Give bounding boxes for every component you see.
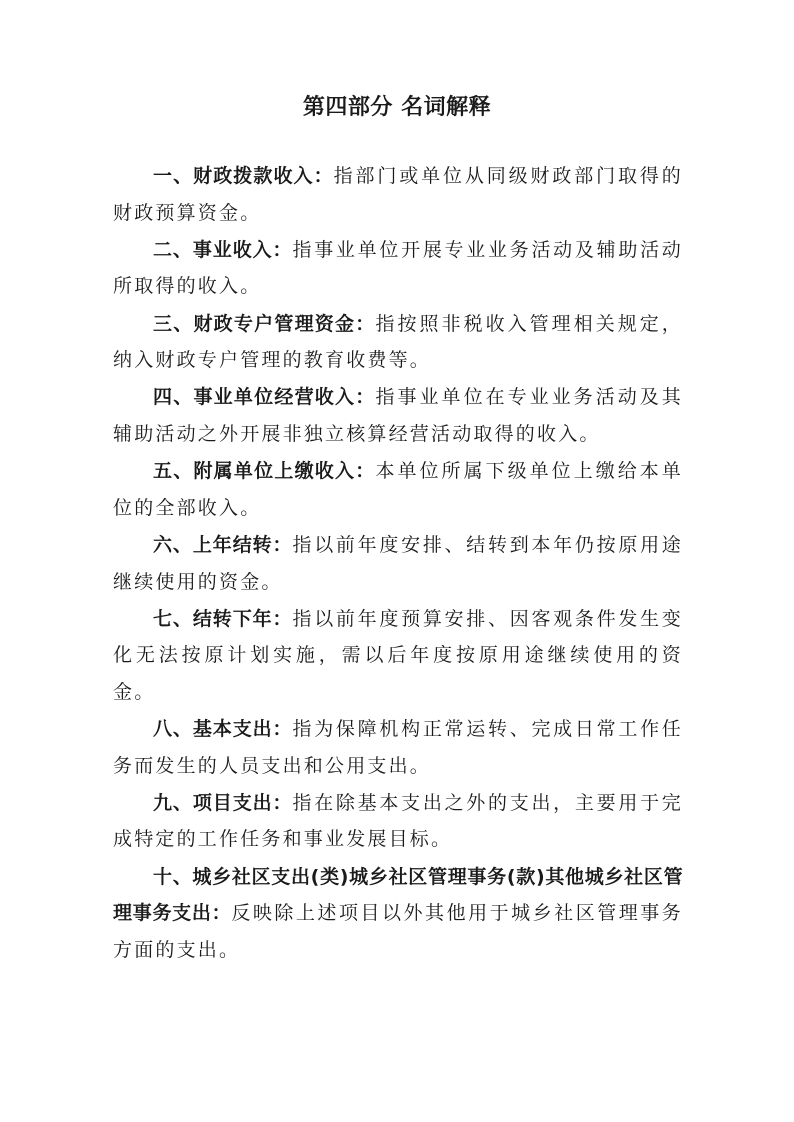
definition-text: 指事业单位开展专业业务活动及辅助活动所取得的收入。 — [113, 238, 683, 298]
definition-text: 指在除基本支出之外的支出，主要用于完成特定的工作任务和事业发展目标。 — [113, 791, 683, 851]
definition-entry — [113, 711, 683, 784]
definition-term: 二、事业收入： — [153, 238, 293, 261]
definition-text: 反映除上述项目以外其他用于城乡社区管理事务方面的支出。 — [113, 902, 683, 961]
definition-entry — [113, 601, 683, 711]
definition-text: 指为保障机构正常运转、完成日常工作任务而发生的人员支出和公用支出。 — [113, 718, 683, 777]
definition-term: 三、财政专户管理资金： — [153, 312, 376, 335]
definition-term: 五、附属单位上缴收入： — [153, 460, 376, 483]
definition-entry — [113, 785, 683, 858]
definition-entry — [113, 306, 683, 379]
definition-text: 指以前年度安排、结转到本年仍按原用途继续使用的资金。 — [113, 533, 683, 593]
definition-term: 一、财政拨款收入： — [153, 165, 334, 187]
definition-entry — [113, 158, 683, 231]
definition-entry — [113, 527, 683, 600]
definition-entry — [113, 232, 683, 305]
definition-text: 指事业单位在专业业务活动及其辅助活动之外开展非独立核算经营活动取得的收入。 — [113, 386, 683, 445]
definition-term: 六、上年结转： — [153, 533, 293, 556]
definition-text: 指以前年度预算安排、因客观条件发生变化无法按原计划实施，需以后年度按原用途继续使用的资金。 — [113, 607, 683, 703]
definition-text: 指部门或单位从同级财政部门取得的财政预算资金。 — [113, 165, 683, 224]
definition-term: 十、城乡社区支出(类)城乡社区管理事务(款)其他城乡社区管理事务支出： — [113, 865, 683, 925]
page-title: 第四部分 名词解释 — [302, 95, 492, 120]
definition-text: 本单位所属下级单位上缴给本单位的全部收入。 — [113, 460, 683, 519]
definition-term: 九、项目支出： — [153, 791, 293, 814]
definition-term: 四、事业单位经营收入： — [153, 386, 376, 409]
definition-entry — [113, 453, 683, 526]
definition-term: 八、基本支出： — [153, 718, 293, 741]
definition-entry — [113, 379, 683, 452]
definitions-list — [113, 158, 683, 969]
definition-text: 指按照非税收入管理相关规定，纳入财政专户管理的教育收费等。 — [113, 312, 683, 372]
definition-entry — [113, 859, 683, 969]
definition-term: 七、结转下年： — [153, 607, 293, 630]
